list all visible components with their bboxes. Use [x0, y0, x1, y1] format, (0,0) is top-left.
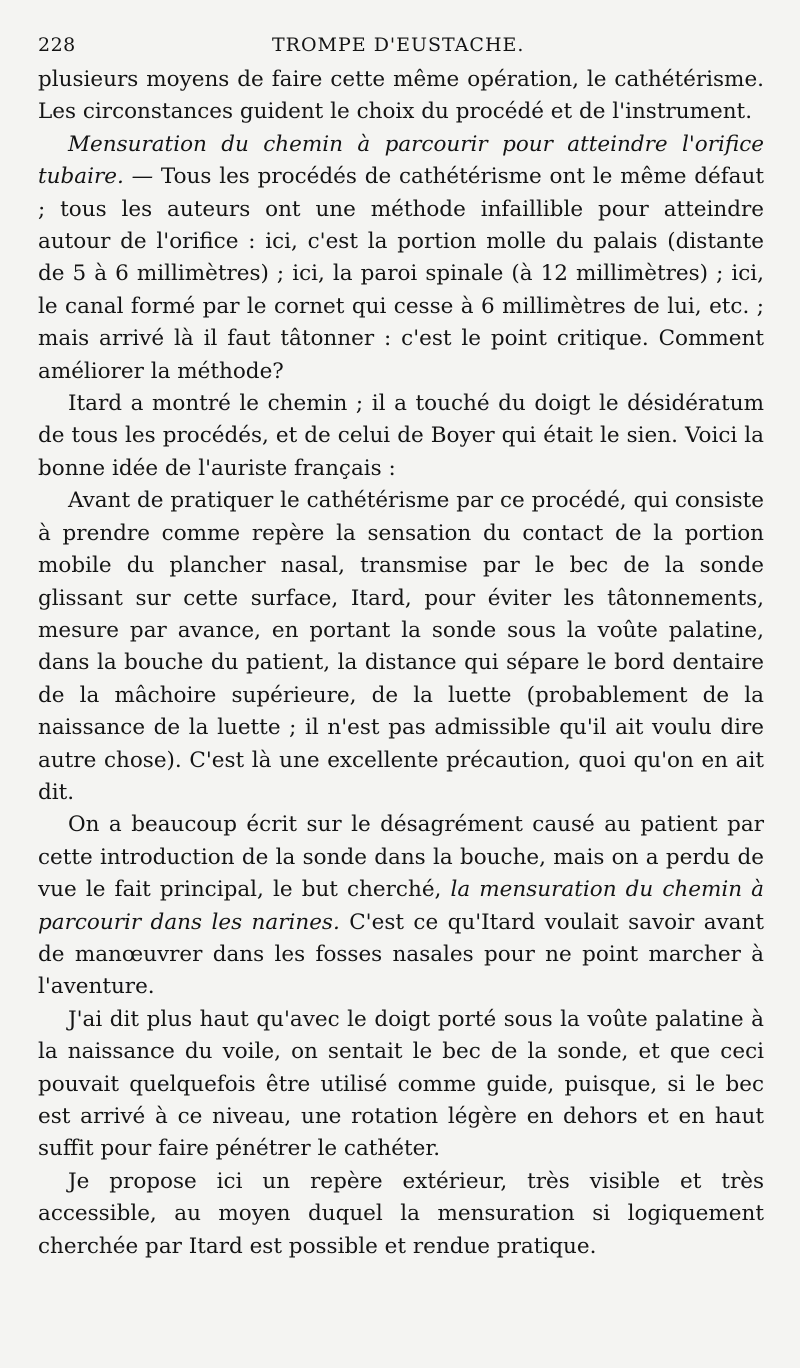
paragraph-repere: Je propose ici un repère extérieur, très visible et très accessible, au moyen duquel la mensuration si logiquement cherchée par Itard est possible et rendue pratique. — [38, 1168, 764, 1259]
body-text — [38, 64, 764, 1263]
paragraph-doigt: J'ai dit plus haut qu'avec le doigt porté sous la voûte palatine à la naissance du voile, on sentait le bec de la sonde, et que ceci pouvait quelquefois être utilisé comme guide, puisque, si le bec est arrivé à ce niveau, une rotation légère en dehors et en haut suffit pour faire pénétrer le cathéter. — [38, 1006, 764, 1162]
paragraph-itard: Itard a montré le chemin ; il a touché du doigt le désidératum de tous les procédés, et de celui de Boyer qui était le sien. Voici la bonne idée de l'auriste français : — [38, 391, 764, 481]
paragraph-text: C'est ce qu'Itard voulait savoir avant de manœuvrer dans les fosses nasales pour ne point marcher à l'aventure. — [38, 909, 764, 1000]
page-header — [38, 30, 764, 64]
emphasis-text: la mensuration du chemin à parcourir dans les narines. — [38, 877, 764, 935]
paragraph-continuation: plusieurs moyens de faire cette même opération, le cathétérisme. Les circonstances guident le choix du procédé et de l'instrument. — [38, 67, 764, 125]
page-number: 228 — [38, 34, 76, 56]
paragraph-desagrement — [38, 809, 764, 1003]
paragraph-procedure: Avant de pratiquer le cathétérisme par ce procédé, qui consiste à prendre comme repère la sensation du contact de la portion mobile du plancher nasal, transmise par le bec de la sonde glissant sur cette surface, Itard, pour éviter les tâtonnements, mesure par avance, en portant la sonde sous la voûte palatine, dans la bouche du patient, la distance qui sépare le bord dentaire de la mâchoire supérieure, de la luette (probablement de la naissance de la luette ; il n'est pas admissible qu'il ait voulu dire autre chose). C'est là une excellente précaution, quoi qu'on en ait dit. — [38, 488, 764, 805]
running-title: TROMPE D'EUSTACHE. — [272, 34, 525, 56]
paragraph-mensuration — [38, 129, 764, 388]
paragraph-text: Tous les procédés de cathétérisme ont le même défaut ; tous les auteurs ont une méthode infaillible pour atteindre autour de l'orifice : ici, c'est la portion molle du palais (distante de 5 à 6 millimètres) ; ici, la paroi spinale (à 12 millimètres) ; ici, le canal formé par le cornet qui cesse à 6 millimètres de lui, etc. ; mais arrivé là il faut tâtonner : c'est le point critique. Comment améliorer la méthode? — [38, 164, 764, 384]
section-subheading: Mensuration du chemin à parcourir pour atteindre l'orifice tubaire. — — [38, 131, 764, 190]
paragraph-text: On a beaucoup écrit sur le désagrément causé au patient par cette introduction de la sonde dans la bouche, mais on a perdu de vue le fait principal, le but cherché, — [38, 812, 764, 903]
